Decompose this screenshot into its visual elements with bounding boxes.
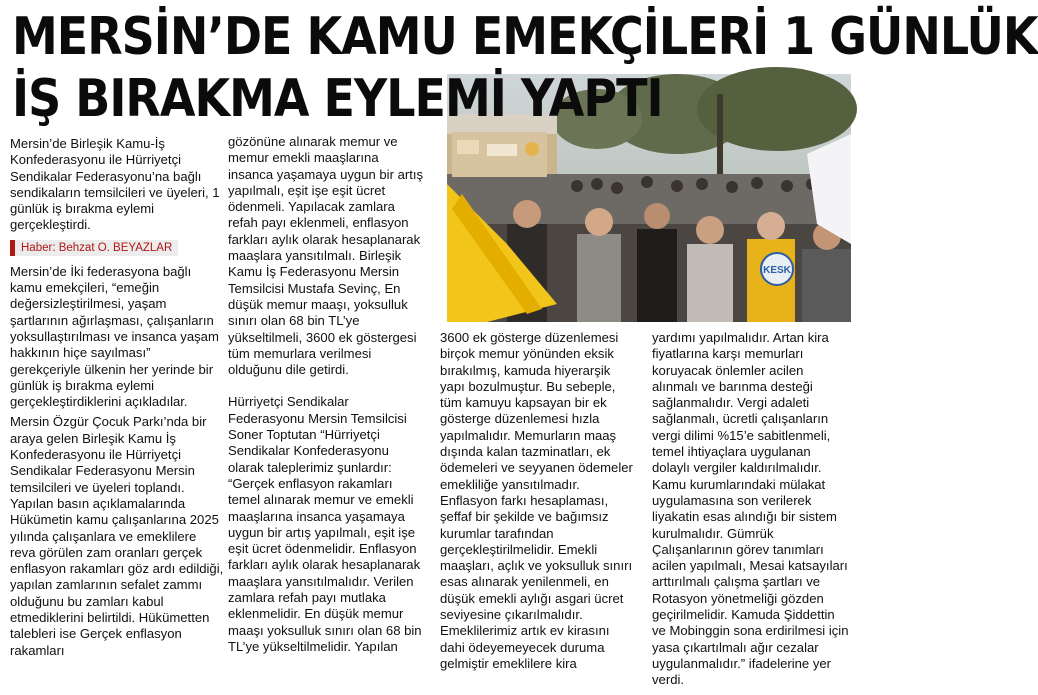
article-paragraph: Mersin’de İki federasyona bağlı kamu emekçileri, “emeğin değersizleştirilmesi, yaşam şartlarının ağırlaşması, çalışanların yoksullaştırılması ve insanca yaşam hakkının hiçe sayılması” gerekçeriyle ülkenin her yerinde bir günlük iş bırakma eylemi gerçekleştirdiklerini açıkladılar.: [10, 263, 219, 410]
article-lead: Mersin’de Birleşik Kamu-İş Konfederasyonu ile Hürriyetçi Sendikalar Federasyonu’na bağlı sendikaların temsilcileri ve üyeleri, 1 günlük iş bırakma eylemi gerçekleştirdi.: [10, 136, 220, 233]
headline-line-2: İŞ BIRAKMA EYLEMİ YAPTI: [12, 67, 663, 129]
article-paragraph: Hürriyetçi Sendikalar Federasyonu Mersin Temsilcisi Soner Toptutan “Hürriyetçi Sendikalar Konfederasyonu olarak taleplerimiz şunlardır: “Gerçek enflasyon rakamları temel alınarak memur ve emekli maaşlarına insanca yaşamaya uygun bir artış yapılmalı, eşit işe eşit ücret ödenmelidir. Enflasyon farkları aylık olarak hesaplanarak maaşlara yansıtılmalıdır. Verilen zamlara refah payı mutlaka eklenmelidir. En düşük memur maaşı yoksulluk sınırı olan 68 bin TL’ye yükseltilmelidir. Yapılan: [228, 394, 422, 654]
kesk-sign-label: KESK: [763, 265, 791, 276]
article-paragraph: 3600 ek gösterge düzenlemesi birçok memur yönünden eksik bırakılmış, kamuda hiyerarşik yapı bozulmuştur. Bu sebeple, tüm kamuyu kapsayan bir ek gösterge düzenlemesi hızla yapılmalıdır. Memurların maaş dışında kalan tazminatları, ek ödemeleri ve seyyanen ödemeler emekliliğe yansıtılmadır. Enflasyon farkı hesaplaması, şeffaf bir şekilde ve bağımsız kurumlar tarafından gerçekleştirilmelidir. Emekli maaşları, açlık ve yoksulluk sınırı esas alınarak yenilenmeli, en düşük emekli aylığı asgari ücret seviyesine çıkarılmalıdır. Emeklilerimiz artık ev kirasını dahi ödeyemeyecek duruma gelmiştir emeklilere kira: [440, 330, 633, 671]
headline-line-1: MERSİN’DE KAMU EMEKÇİLERİ 1 GÜNLÜK: [12, 5, 1038, 67]
byline: Haber: Behzat O. BEYAZLAR: [10, 240, 178, 256]
article-column-1: [10, 136, 224, 659]
article-column-2: [228, 134, 424, 655]
article-column-4: [652, 330, 852, 689]
article-paragraph: Mersin Özgür Çocuk Parkı’nda bir araya gelen Birleşik Kamu İş Konfederasyonu ile Hürriyetçi Sendikalar Federasyonu Mersin temsilcileri ve üyeleri toplandı. Yapılan basın açıklamalarında Hükümetin kamu çalışanlarına 2025 yılında çalışanlara ve emeklilere reva görülen zam oranları gerçek enflasyon rakamları göz ardı edildiği, yapılan zamlarının sefalet zammı olduğunu bu zamları kabul etmediklerini belirtildi. Hükümetten talebleri ise Gerçek enflasyon rakamları: [10, 414, 224, 658]
article-column-3: [440, 330, 636, 672]
article-paragraph: gözönüne alınarak memur ve memur emekli maaşlarına insanca yaşamaya uygun bir artış yapılmalı, eşit işe eşit ücret ödenmeli. Yapılacak zamlara refah payı eklenmeli, enflasyon farkları aylık olarak hesaplanarak maaşlara yansıtılmalı. Birleşik Kamu İş Federasyonu Mersin Temsilcisi Mustafa Sevinç, En düşük memur maaşı, yoksulluk sınırı olan 68 bin TL’ye yükseltilmeli, 3600 ek göstergesi tüm memurlara verilmesi olduğunu dile getirdi.: [228, 134, 424, 378]
article-paragraph: yardımı yapılmalıdır. Artan kira fiyatlarına karşı memurları koruyacak önlemler acilen alınmalı ve barınma desteği sağlanmalıdır. Vergi adaleti sağlanmalı, ücretli çalışanların vergi dilimi %15’e sabitlenmeli, temel ihtiyaçlara uygulanan dolaylı vergiler kaldırılmalıdır. Kamu kurumlarındaki mülakat uygulamasına son verilerek liyakatin esas alındığı bir sistem kurulmalıdır. Gümrük Çalışanlarının görev tanımları acilen yapılmalı, Mesai katsayıları arttırılmalı çalışma şartları ve Rotasyon yönetmeliği gözden geçirilmelidir. Kamuda Şiddettin ve Mobinggin sona erdirilmesi için yasa çıkartılmalı ağır cezalar uygulanmalıdır.” ifadelerine yer verdi.: [652, 330, 849, 688]
